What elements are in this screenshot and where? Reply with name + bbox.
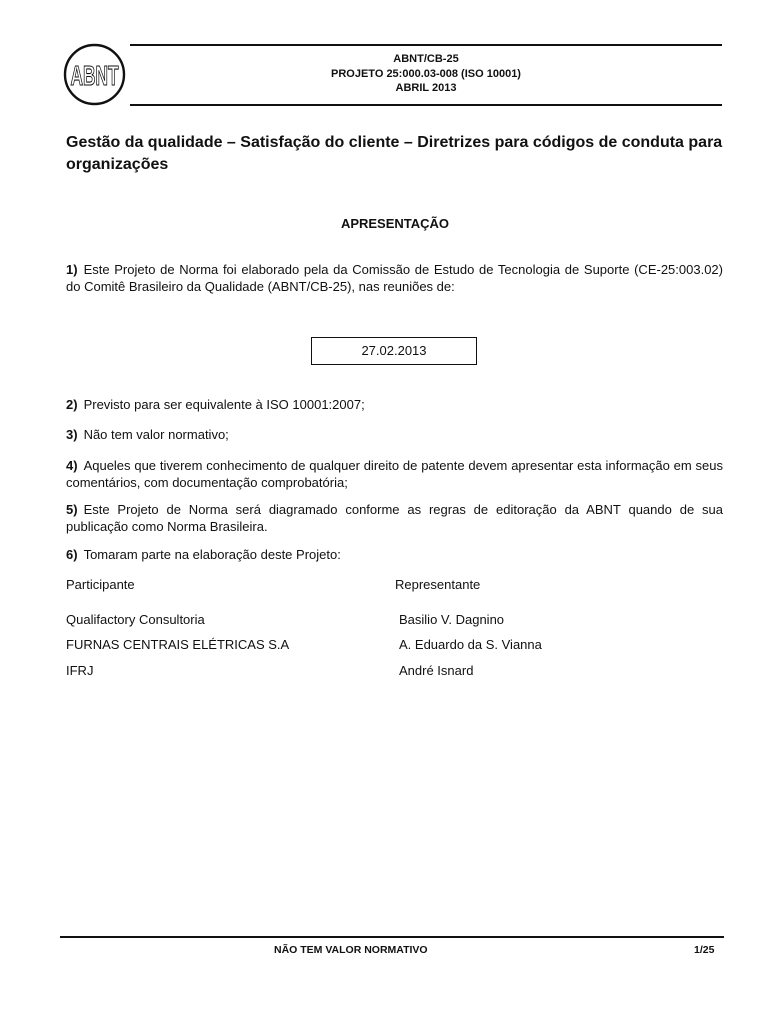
- item-text: Este Projeto de Norma foi elaborado pela da Comissão de Estudo de Tecnologia de Suporte (CE-25:003.02) do Comitê Brasileiro da Qualidade (ABNT/CB-25), nas reuniões de:: [66, 262, 723, 294]
- item-number: 3): [66, 427, 78, 442]
- participant-name: Qualifactory Consultoria: [66, 612, 205, 627]
- header-project-code: PROJETO 25:000.03-008 (ISO 10001): [331, 67, 521, 80]
- list-item-1: [66, 261, 723, 295]
- header-date: ABRIL 2013: [395, 82, 457, 94]
- meeting-date-box: 27.02.2013: [311, 337, 477, 365]
- representative-column-header: Representante: [395, 577, 481, 592]
- item-number: 6): [66, 547, 78, 562]
- participant-name: FURNAS CENTRAIS ELÉTRICAS S.A: [66, 637, 290, 652]
- footer-notice: NÃO TEM VALOR NORMATIVO: [274, 944, 428, 956]
- representative-name: A. Eduardo da S. Vianna: [399, 637, 542, 652]
- list-item-6: [66, 546, 723, 563]
- item-text: Tomaram parte na elaboração deste Projeto:: [83, 547, 341, 562]
- header-committee: ABNT/CB-25: [393, 53, 459, 65]
- item-number: 2): [66, 397, 78, 412]
- participant-name: IFRJ: [66, 663, 94, 678]
- list-item-3: [66, 426, 723, 443]
- footer-rule: [60, 936, 724, 938]
- item-number: 4): [66, 458, 78, 473]
- page-number: 1/25: [694, 944, 715, 956]
- representative-name: André Isnard: [399, 663, 474, 678]
- list-item-2: [66, 396, 723, 413]
- header-bottom-rule: [130, 104, 722, 106]
- representative-name: Basilio V. Dagnino: [399, 612, 505, 627]
- abnt-logo: [63, 43, 126, 106]
- logo-text: ABNT: [70, 60, 119, 91]
- item-text: Previsto para ser equivalente à ISO 10001:2007;: [83, 397, 365, 412]
- item-number: 5): [66, 502, 78, 517]
- section-heading: APRESENTAÇÃO: [340, 216, 450, 231]
- header-top-rule: [130, 44, 722, 46]
- document-title: Gestão da qualidade – Satisfação do cliente – Diretrizes para códigos de conduta para organizações: [66, 134, 723, 173]
- list-item-4: [66, 457, 723, 491]
- participant-column-header: Participante: [66, 577, 135, 592]
- item-number: 1): [66, 262, 78, 277]
- item-text: Não tem valor normativo;: [83, 427, 229, 442]
- document-header: [130, 52, 722, 96]
- item-text: Este Projeto de Norma será diagramado conforme as regras de editoração da ABNT quando de sua publicação como Norma Brasileira.: [66, 502, 723, 534]
- list-item-5: [66, 501, 723, 535]
- item-text: Aqueles que tiverem conhecimento de qualquer direito de patente devem apresentar esta informação em seus comentários, com documentação comprobatória;: [66, 458, 723, 490]
